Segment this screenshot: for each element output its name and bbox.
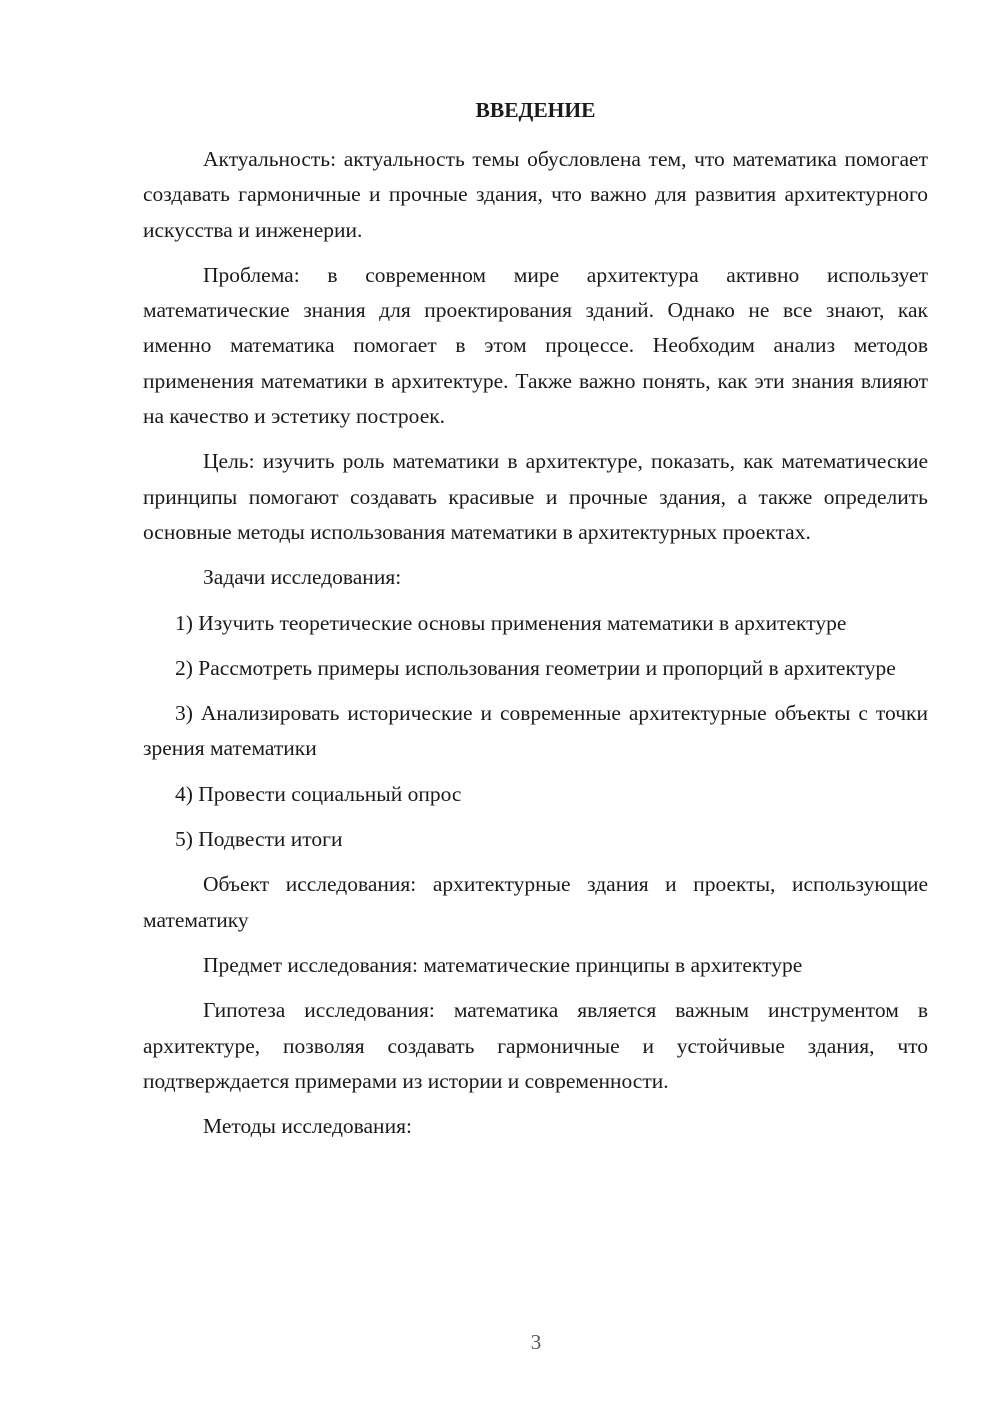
document-page (143, 90, 928, 1154)
task-item: 1) Изучить теоретические основы применения математики в архитектуре (175, 610, 847, 635)
task-item: 4) Провести социальный опрос (175, 781, 462, 806)
task-item: 2) Рассмотреть примеры использования геометрии и пропорций в архитектуре (175, 655, 896, 680)
relevance-paragraph: Актуальность: актуальность темы обусловлена тем, что математика помогает создавать гармоничные и прочные здания, что важно для развития архитектурного искусства и инженерии. (143, 147, 928, 242)
task-item: 3) Анализировать исторические и современные архитектурные объекты с точки зрения математики (143, 701, 928, 761)
subject-paragraph: Предмет исследования: математические принципы в архитектуре (203, 952, 803, 977)
section-heading: ВВЕДЕНИЕ (475, 98, 596, 122)
object-paragraph: Объект исследования: архитектурные здания и проекты, использующие математику (143, 872, 928, 932)
page-number: 3 (530, 1330, 542, 1354)
methods-title: Методы исследования: (203, 1114, 412, 1139)
hypothesis-paragraph: Гипотеза исследования: математика является важным инструментом в архитектуре, позволяя создавать гармоничные и устойчивые здания, что подтверждается примерами из истории и современности. (143, 998, 928, 1093)
problem-paragraph: Проблема: в современном мире архитектура активно использует математические знания для проектирования зданий. Однако не все знают, как именно математика помогает в этом процессе. Необходим анализ методов применения математики в архитектуре. Также важно понять, как эти знания влияют на качество и эстетику построек. (143, 262, 928, 429)
goal-paragraph: Цель: изучить роль математики в архитектуре, показать, как математические принципы помогают создавать красивые и прочные здания, а также определить основные методы использования математики в архитектурных проектах. (143, 449, 928, 544)
task-item: 5) Подвести итоги (175, 827, 343, 852)
tasks-title: Задачи исследования: (203, 565, 402, 590)
